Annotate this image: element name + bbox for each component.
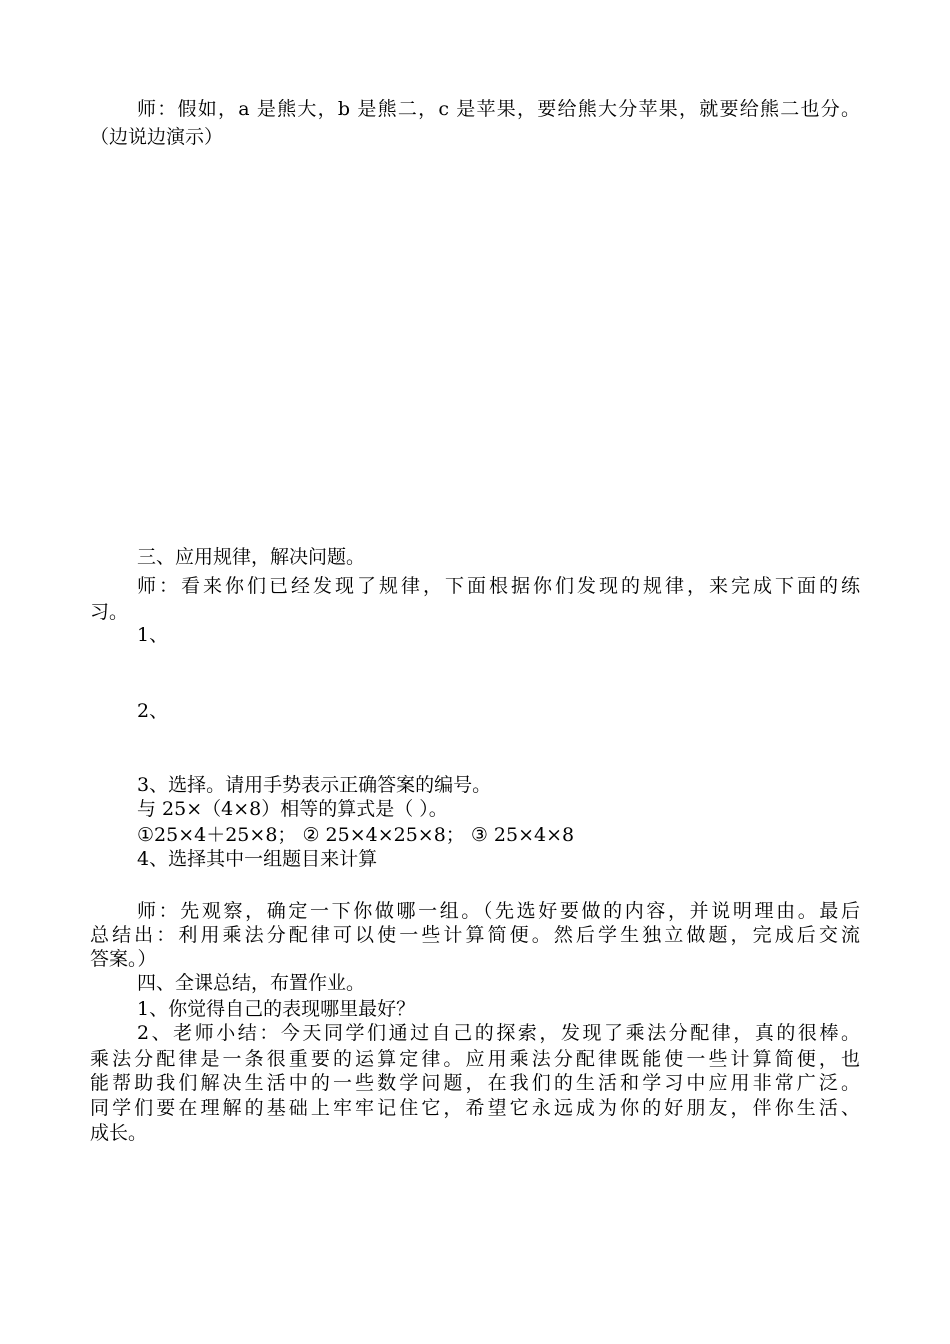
list-item: 4、选择其中一组题目来计算 bbox=[137, 848, 378, 870]
paragraph-line: （边说边演示） bbox=[90, 126, 224, 148]
paragraph-line: 2、老师小结：今天同学们通过自己的探索，发现了乘法分配律，真的很棒。 bbox=[137, 1022, 860, 1044]
paragraph-line: 师：先观察，确定一下你做哪一组。（先选好要做的内容，并说明理由。最后 bbox=[137, 900, 860, 922]
section-heading: 四、全课总结，布置作业。 bbox=[137, 972, 366, 994]
section-heading: 三、应用规律，解决问题。 bbox=[137, 546, 366, 568]
list-item: 1、 bbox=[137, 624, 169, 646]
paragraph-line: 能帮助我们解决生活中的一些数学问题，在我们的生活和学习中应用非常广泛。 bbox=[90, 1072, 860, 1094]
list-item: 1、你觉得自己的表现哪里最好？ bbox=[137, 998, 416, 1020]
paragraph-line: 答案。） bbox=[90, 948, 157, 970]
paragraph-line: 成长。 bbox=[90, 1122, 148, 1144]
list-item: 3、选择。请用手势表示正确答案的编号。 bbox=[137, 774, 492, 796]
list-item: 2、 bbox=[137, 700, 169, 722]
paragraph-line: 同学们要在理解的基础上牢牢记住它，希望它永远成为你的好朋友，伴你生活、 bbox=[90, 1097, 860, 1119]
paragraph-line: 师：看来你们已经发现了规律，下面根据你们发现的规律，来完成下面的练 bbox=[137, 575, 860, 597]
paragraph-line: 师：假如，a 是熊大，b 是熊二，c 是苹果，要给熊大分苹果，就要给熊二也分。 bbox=[137, 98, 860, 120]
paragraph-line: 习。 bbox=[90, 601, 129, 623]
paragraph-line: 总结出：利用乘法分配律可以使一些计算简便。然后学生独立做题，完成后交流 bbox=[90, 924, 860, 946]
answer-options: ①25×4＋25×8； ② 25×4×25×8； ③ 25×4×8 bbox=[137, 824, 575, 846]
paragraph-line: 乘法分配律是一条很重要的运算定律。应用乘法分配律既能使一些计算简便，也 bbox=[90, 1048, 860, 1070]
question-text: 与 25×（4×8）相等的算式是（ ）。 bbox=[137, 798, 448, 820]
